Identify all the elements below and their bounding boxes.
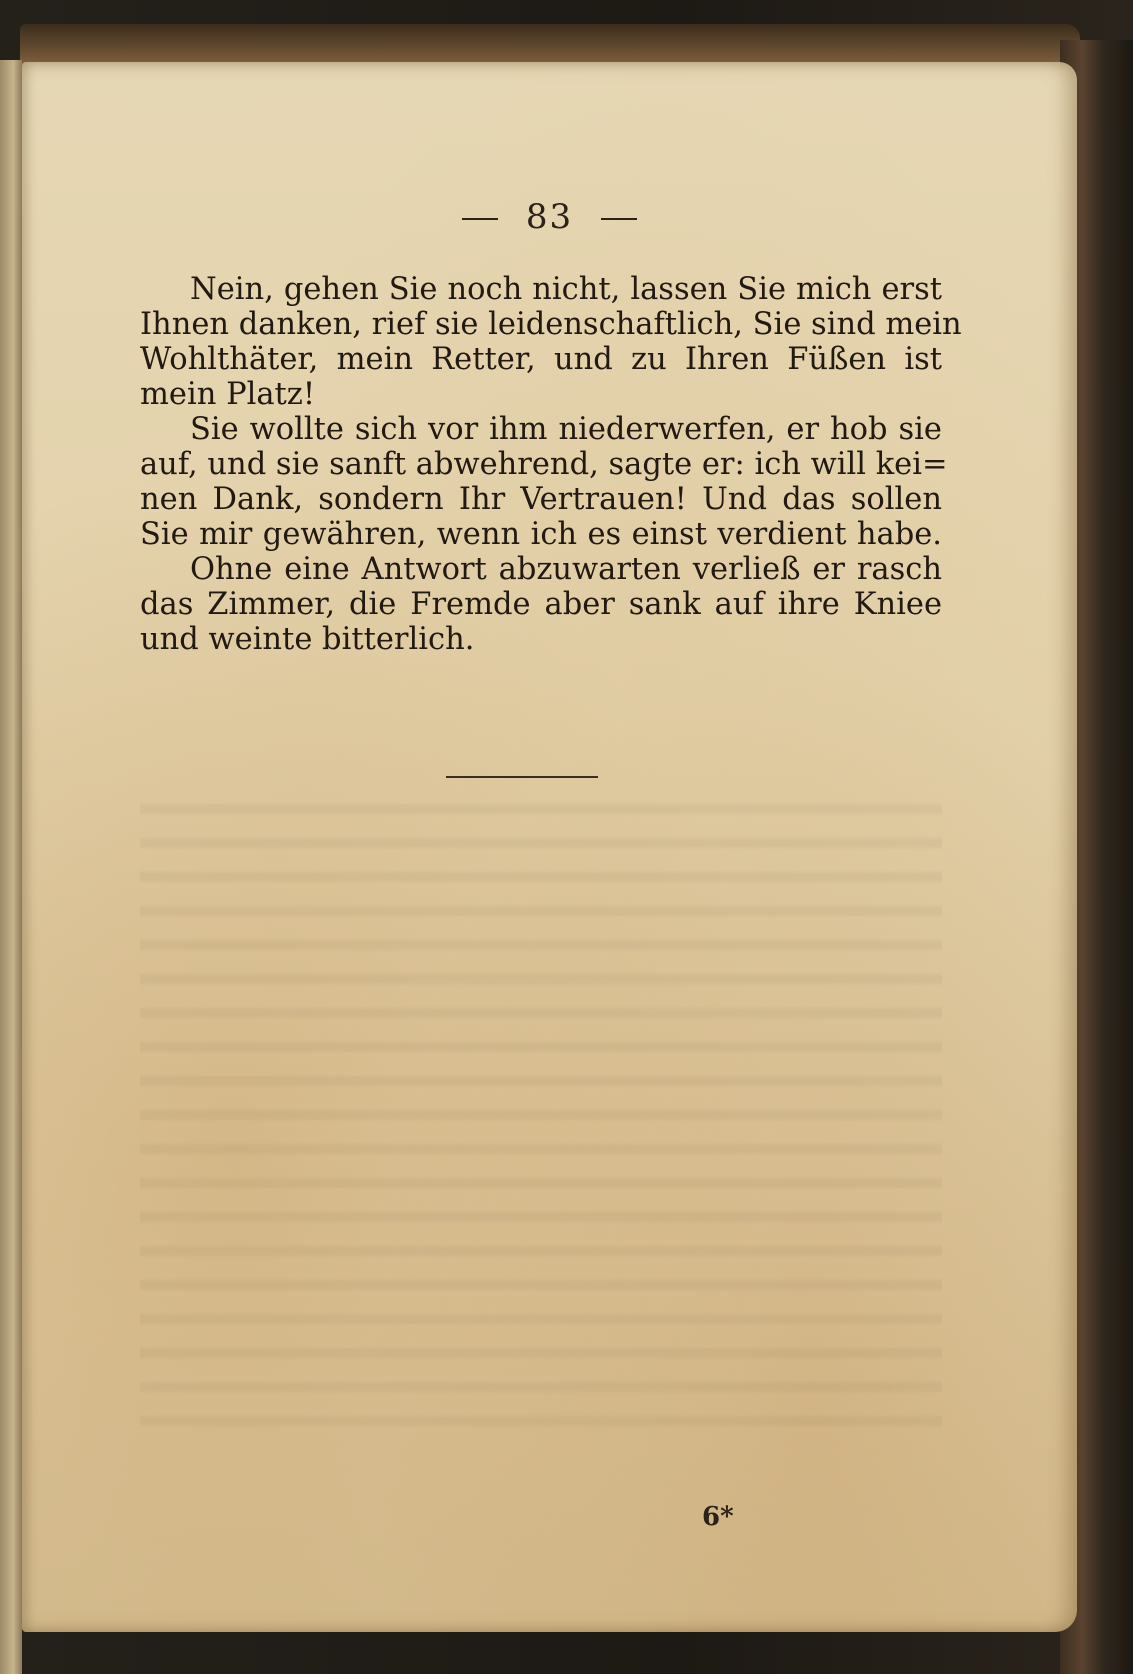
body-text	[140, 272, 962, 657]
show-through-texture	[140, 782, 942, 1442]
section-divider-rule	[446, 776, 598, 778]
text-line: Nein, gehen Sie noch nicht, lassen Sie mich erst	[190, 272, 942, 307]
text-line: Ihnen danken, rief sie leidenschaftlich, Sie sind mein	[140, 307, 962, 342]
text-line: Sie wollte sich vor ihm niederwerfen, er hob sie	[190, 412, 942, 447]
text-line: Sie mir gewähren, wenn ich es einst verdient habe.	[140, 517, 942, 552]
page-number-dash-right	[601, 218, 637, 220]
text-line: auf, und sie sanft abwehrend, sagte er: ich will kei=	[140, 447, 948, 482]
facing-page-edge	[0, 60, 22, 1674]
text-line: Wohlthäter, mein Retter, und zu Ihren Füßen ist	[140, 342, 942, 377]
page-number-value: 83	[525, 197, 574, 237]
text-line: das Zimmer, die Fremde aber sank auf ihre Kniee	[140, 587, 942, 622]
text-line: und weinte bitterlich.	[140, 622, 475, 657]
page-number	[22, 197, 1077, 237]
page-number-dash-left	[462, 218, 498, 220]
text-line: mein Platz!	[140, 377, 316, 412]
book-page	[22, 62, 1077, 1632]
text-line: Ohne eine Antwort abzuwarten verließ er rasch	[190, 552, 942, 587]
signature-mark: 6*	[702, 1502, 734, 1532]
text-line: nen Dank, sondern Ihr Vertrauen! Und das sollen	[140, 482, 942, 517]
